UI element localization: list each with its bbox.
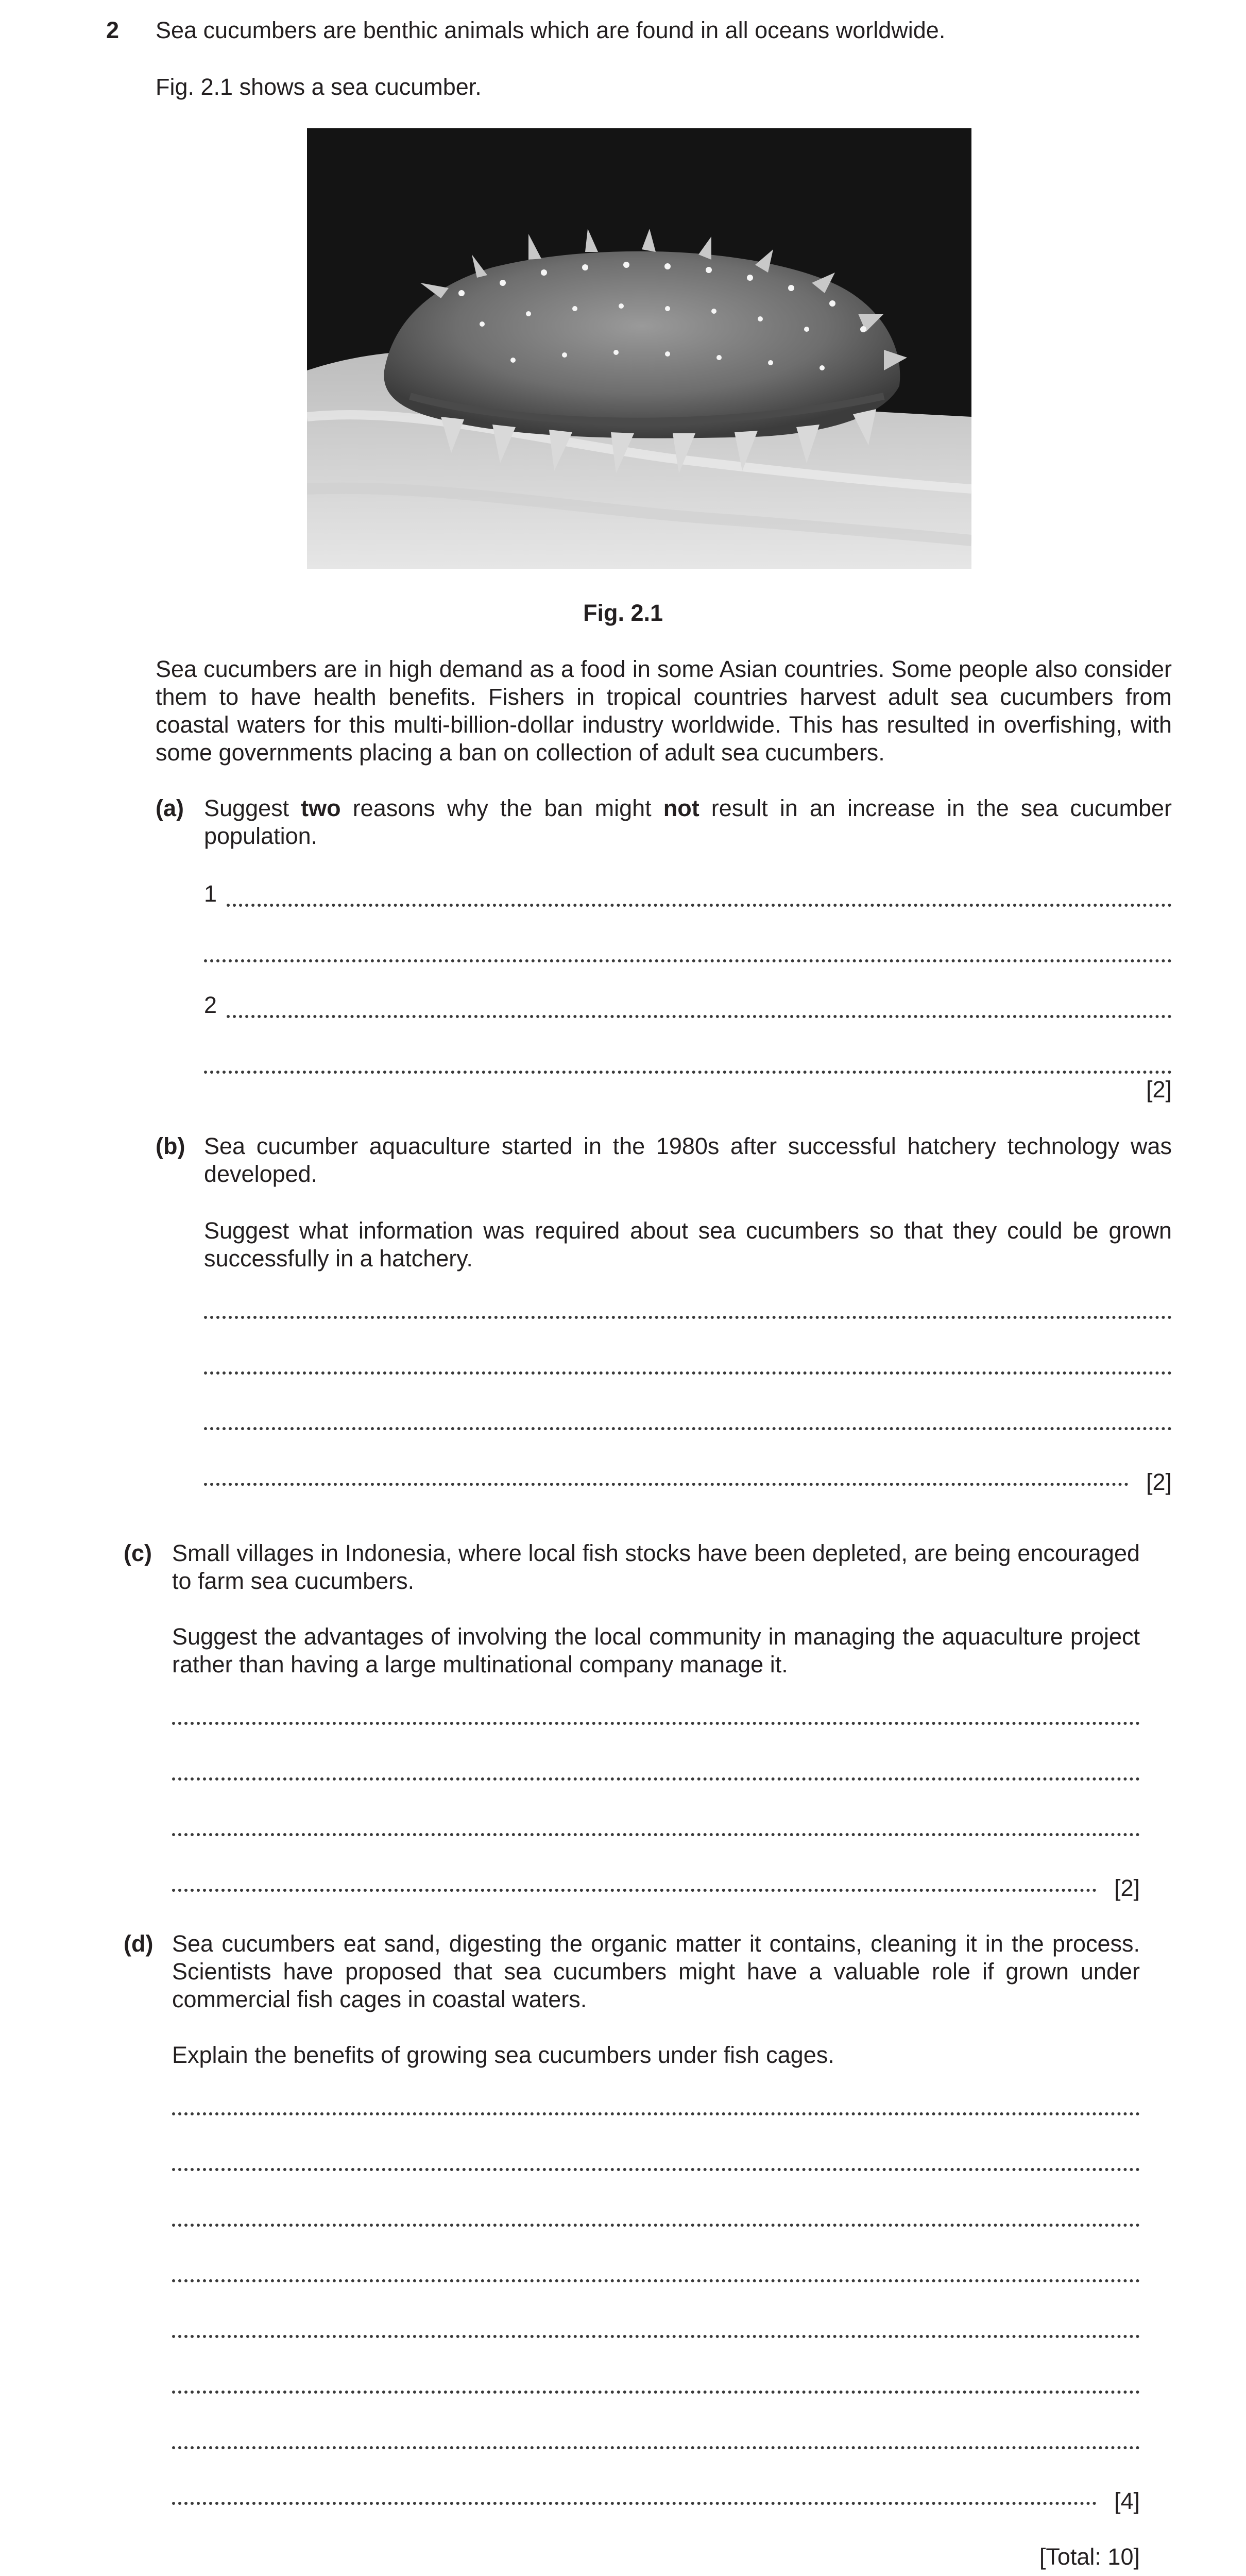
- answer-line[interactable]: [172, 2378, 1140, 2394]
- answer-line[interactable]: [172, 2211, 1140, 2227]
- figure-reference: Fig. 2.1 shows a sea cucumber.: [156, 74, 482, 100]
- part-c-prompt: Suggest the advantages of involving the local community in managing the aquaculture project rather than having a large multinational company manage it.: [172, 1623, 1140, 1677]
- part-b-label: (b): [156, 1133, 185, 1159]
- answer-line[interactable]: [172, 2489, 1097, 2505]
- answer-line[interactable]: [172, 2156, 1140, 2171]
- marks-d: [4]: [1114, 2488, 1140, 2514]
- answer-line[interactable]: [204, 1470, 1129, 1486]
- answer-line[interactable]: [227, 1003, 1172, 1018]
- part-d-question: Sea cucumbers eat sand, digesting the organic matter it contains, cleaning it in the process. Scientists have proposed that sea cucumbers might have a valuable role if grown under commercial fish cages in coastal waters.: [172, 1930, 1140, 2012]
- answer-line[interactable]: [172, 1765, 1140, 1781]
- total-marks: [Total: 10]: [1039, 2544, 1140, 2570]
- part-d-label: (d): [124, 1930, 153, 1957]
- answer-line[interactable]: [172, 1709, 1140, 1725]
- marks-c: [2]: [1114, 1875, 1140, 1901]
- answer-line[interactable]: [204, 1415, 1172, 1430]
- answer-line[interactable]: [204, 947, 1172, 962]
- question-intro: Sea cucumbers are benthic animals which are found in all oceans worldwide.: [156, 17, 946, 43]
- answer-line[interactable]: [172, 1876, 1097, 1892]
- part-c-label: (c): [124, 1540, 152, 1566]
- part-c-question: Small villages in Indonesia, where local fish stocks have been depleted, are being encouraged to farm sea cucumbers.: [172, 1540, 1140, 1594]
- question-number: 2: [106, 17, 120, 43]
- part-a-label: (a): [156, 795, 184, 821]
- answer-line[interactable]: [172, 1821, 1140, 1836]
- answer-line[interactable]: [204, 1058, 1172, 1074]
- figure-caption: Fig. 2.1: [583, 600, 663, 626]
- part-d-prompt: Explain the benefits of growing sea cucumbers under fish cages.: [172, 2042, 834, 2068]
- answer-line[interactable]: [172, 2100, 1140, 2115]
- part-b-question: Sea cucumber aquaculture started in the 1980s after successful hatchery technology was developed.: [204, 1133, 1172, 1187]
- part-a-question: Suggest two reasons why the ban might not result in an increase in the sea cucumber population.: [204, 795, 1172, 849]
- answer-line[interactable]: [204, 1359, 1172, 1375]
- marks-a: [2]: [1146, 1076, 1172, 1103]
- answer-line-label-1: 1: [204, 880, 217, 907]
- marks-b: [2]: [1146, 1469, 1172, 1495]
- answer-line[interactable]: [172, 2323, 1140, 2338]
- context-paragraph: Sea cucumbers are in high demand as a food in some Asian countries. Some people also consider them to have health benefits. Fishers in tropical countries harvest adult sea cucumbers from coastal waters for this multi-billion-dollar industry worldwide. This has resulted in overfishing, with some governments placing a ban on collection of adult sea cucumbers.: [156, 656, 1172, 766]
- answer-line[interactable]: [204, 1303, 1172, 1319]
- answer-line[interactable]: [172, 2267, 1140, 2282]
- sea-cucumber-photo: [307, 128, 971, 569]
- answer-line-label-2: 2: [204, 992, 217, 1018]
- part-b-prompt: Suggest what information was required about sea cucumbers so that they could be grown successfully in a hatchery.: [204, 1217, 1172, 1272]
- answer-line[interactable]: [172, 2434, 1140, 2449]
- answer-line[interactable]: [227, 891, 1172, 907]
